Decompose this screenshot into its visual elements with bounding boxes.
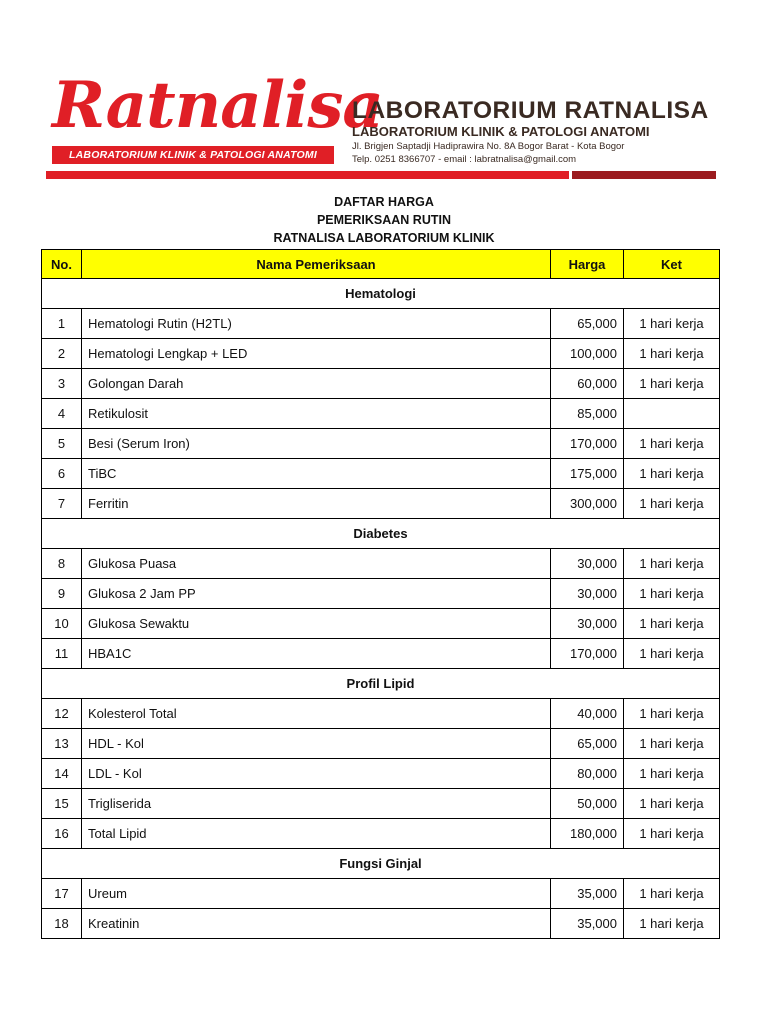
table-row <box>42 489 720 519</box>
test-note: 1 hari kerja <box>624 609 720 639</box>
test-note <box>624 399 720 429</box>
document-subtitle-lab: RATNALISA LABORATORIUM KLINIK <box>273 231 495 245</box>
table-row <box>42 339 720 369</box>
test-name: Besi (Serum Iron) <box>82 429 551 459</box>
test-note: 1 hari kerja <box>624 309 720 339</box>
header-divider-red <box>46 171 569 179</box>
test-price: 100,000 <box>551 339 624 369</box>
test-note: 1 hari kerja <box>624 429 720 459</box>
section-title: Profil Lipid <box>42 669 720 699</box>
col-header-no: No. <box>42 250 82 279</box>
row-number: 16 <box>42 819 82 849</box>
section-row <box>42 669 720 699</box>
table-row <box>42 579 720 609</box>
test-note: 1 hari kerja <box>624 759 720 789</box>
test-note: 1 hari kerja <box>624 369 720 399</box>
test-note: 1 hari kerja <box>624 699 720 729</box>
test-note: 1 hari kerja <box>624 579 720 609</box>
price-table <box>41 249 720 939</box>
test-name: Glukosa 2 Jam PP <box>82 579 551 609</box>
table-row <box>42 909 720 939</box>
table-row <box>42 609 720 639</box>
test-name: Glukosa Puasa <box>82 549 551 579</box>
test-price: 300,000 <box>551 489 624 519</box>
test-note: 1 hari kerja <box>624 729 720 759</box>
test-note: 1 hari kerja <box>624 489 720 519</box>
test-note: 1 hari kerja <box>624 639 720 669</box>
test-price: 170,000 <box>551 429 624 459</box>
table-row <box>42 549 720 579</box>
letterhead <box>0 0 768 190</box>
test-note: 1 hari kerja <box>624 549 720 579</box>
lab-subtitle: LABORATORIUM KLINIK & PATOLOGI ANATOMI <box>352 124 650 139</box>
test-price: 80,000 <box>551 759 624 789</box>
test-name: Ferritin <box>82 489 551 519</box>
test-name: Retikulosit <box>82 399 551 429</box>
row-number: 14 <box>42 759 82 789</box>
row-number: 15 <box>42 789 82 819</box>
test-price: 60,000 <box>551 369 624 399</box>
row-number: 17 <box>42 879 82 909</box>
row-number: 9 <box>42 579 82 609</box>
test-price: 65,000 <box>551 309 624 339</box>
test-name: Glukosa Sewaktu <box>82 609 551 639</box>
table-row <box>42 819 720 849</box>
row-number: 10 <box>42 609 82 639</box>
test-price: 180,000 <box>551 819 624 849</box>
table-row <box>42 459 720 489</box>
section-row <box>42 519 720 549</box>
test-name: Hematologi Lengkap + LED <box>82 339 551 369</box>
col-header-ket: Ket <box>624 250 720 279</box>
test-price: 175,000 <box>551 459 624 489</box>
row-number: 13 <box>42 729 82 759</box>
test-price: 35,000 <box>551 909 624 939</box>
test-note: 1 hari kerja <box>624 789 720 819</box>
lab-contact: Telp. 0251 8366707 - email : labratnalisa@gmail.com <box>352 154 577 165</box>
test-price: 170,000 <box>551 639 624 669</box>
section-title: Diabetes <box>42 519 720 549</box>
test-note: 1 hari kerja <box>624 339 720 369</box>
test-price: 35,000 <box>551 879 624 909</box>
test-name: Kreatinin <box>82 909 551 939</box>
row-number: 7 <box>42 489 82 519</box>
row-number: 18 <box>42 909 82 939</box>
test-note: 1 hari kerja <box>624 879 720 909</box>
test-name: Hematologi Rutin (H2TL) <box>82 309 551 339</box>
test-price: 30,000 <box>551 549 624 579</box>
test-price: 50,000 <box>551 789 624 819</box>
row-number: 3 <box>42 369 82 399</box>
row-number: 6 <box>42 459 82 489</box>
test-name: Kolesterol Total <box>82 699 551 729</box>
test-price: 65,000 <box>551 729 624 759</box>
document-title: DAFTAR HARGA <box>334 195 434 209</box>
section-title: Hematologi <box>42 279 720 309</box>
table-row <box>42 729 720 759</box>
test-name: Total Lipid <box>82 819 551 849</box>
test-price: 85,000 <box>551 399 624 429</box>
table-row <box>42 309 720 339</box>
section-title: Fungsi Ginjal <box>42 849 720 879</box>
row-number: 11 <box>42 639 82 669</box>
test-name: Ureum <box>82 879 551 909</box>
table-header-row <box>42 250 720 279</box>
test-price: 40,000 <box>551 699 624 729</box>
section-row <box>42 279 720 309</box>
row-number: 1 <box>42 309 82 339</box>
header-divider-dark <box>572 171 716 179</box>
logo-wordmark: Ratnalisa <box>52 68 383 143</box>
row-number: 2 <box>42 339 82 369</box>
test-price: 30,000 <box>551 579 624 609</box>
lab-title: LABORATORIUM RATNALISA <box>352 97 709 124</box>
col-header-price: Harga <box>551 250 624 279</box>
col-header-name: Nama Pemeriksaan <box>82 250 551 279</box>
table-row <box>42 699 720 729</box>
row-number: 5 <box>42 429 82 459</box>
test-name: TiBC <box>82 459 551 489</box>
table-row <box>42 789 720 819</box>
test-name: Golongan Darah <box>82 369 551 399</box>
row-number: 4 <box>42 399 82 429</box>
table-body <box>42 279 720 939</box>
row-number: 12 <box>42 699 82 729</box>
test-note: 1 hari kerja <box>624 819 720 849</box>
test-price: 30,000 <box>551 609 624 639</box>
test-note: 1 hari kerja <box>624 459 720 489</box>
row-number: 8 <box>42 549 82 579</box>
document-subtitle: PEMERIKSAAN RUTIN <box>316 213 452 227</box>
test-name: Trigliserida <box>82 789 551 819</box>
table-row <box>42 369 720 399</box>
lab-address: Jl. Brigjen Saptadji Hadiprawira No. 8A Bogor Barat - Kota Bogor <box>352 141 625 152</box>
section-row <box>42 849 720 879</box>
table-row <box>42 759 720 789</box>
table-row <box>42 429 720 459</box>
table-row <box>42 399 720 429</box>
test-note: 1 hari kerja <box>624 909 720 939</box>
logo-ribbon: LABORATORIUM KLINIK & PATOLOGI ANATOMI <box>52 146 334 164</box>
table-row <box>42 879 720 909</box>
test-name: HBA1C <box>82 639 551 669</box>
table-row <box>42 639 720 669</box>
test-name: LDL - Kol <box>82 759 551 789</box>
test-name: HDL - Kol <box>82 729 551 759</box>
